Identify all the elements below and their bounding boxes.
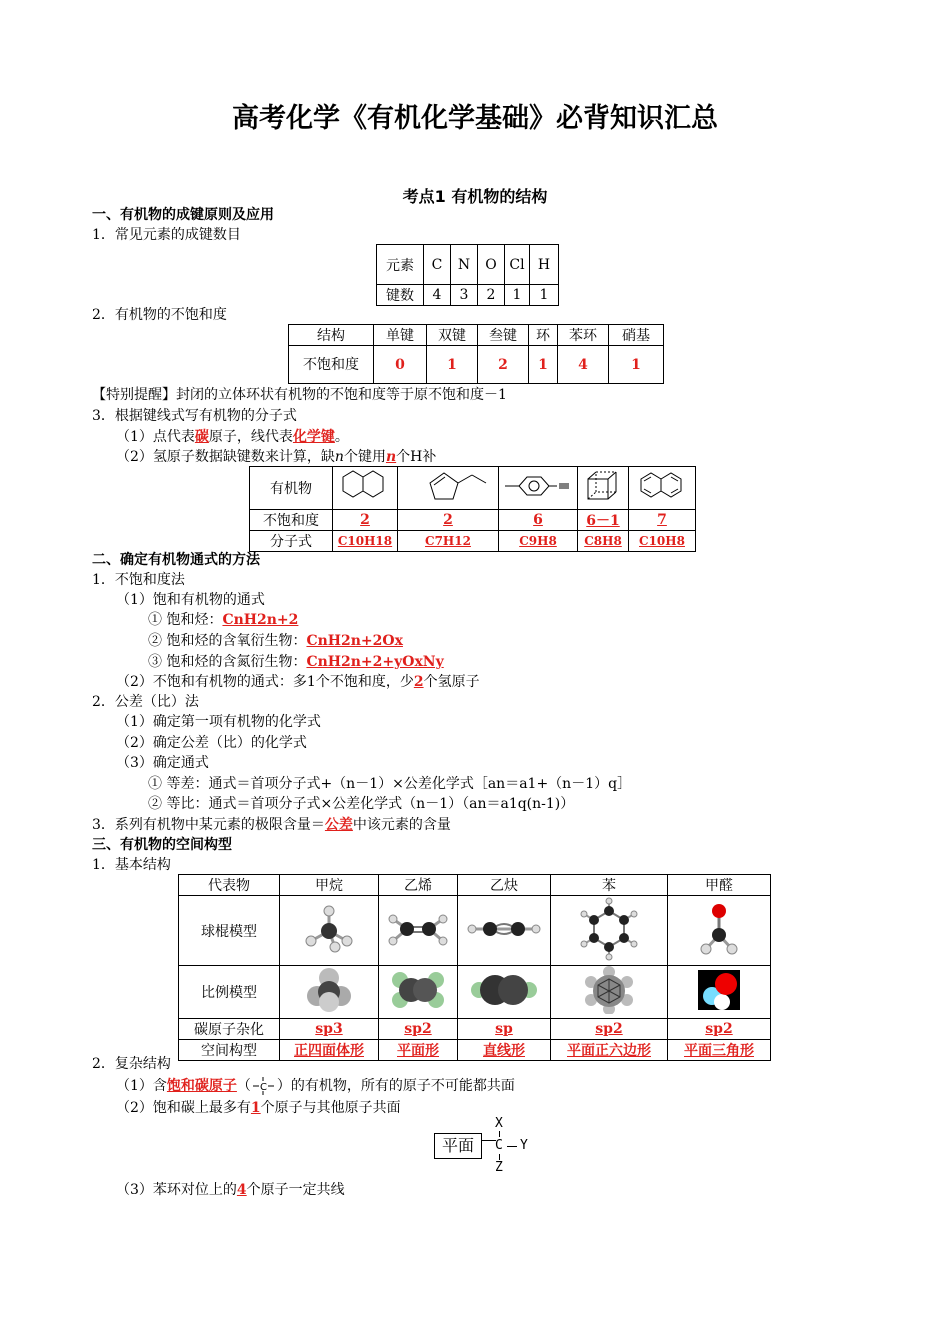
cell (458, 966, 551, 1019)
cell: 正四面体形 (280, 1040, 379, 1061)
cell: 不饱和度 (250, 510, 333, 531)
text: 个原子与其他原子共面 (260, 1100, 401, 1116)
item-2-1-1-b (148, 632, 403, 650)
methane-ball-stick-icon (299, 901, 359, 957)
cell: 叁键 (478, 325, 529, 346)
cell: 2 (478, 285, 505, 306)
cell: 环 (529, 325, 558, 346)
atom-z: Z (495, 1160, 503, 1175)
atom-x: X (495, 1116, 503, 1131)
text: 。 (334, 429, 349, 445)
cell: C8H8 (578, 531, 629, 552)
ethylene-space-filling-icon (388, 966, 448, 1014)
special-tip: 【特别提醒】封闭的立体环状有机物的不饱和度等于原不饱和度－1 (92, 387, 507, 403)
cell: C10H8 (629, 531, 696, 552)
cell: 平面三角形 (668, 1040, 771, 1061)
item-3-2-1 (116, 1077, 515, 1095)
item-1-3-2 (116, 448, 436, 466)
answer: 1 (250, 1100, 261, 1116)
cell (458, 896, 551, 966)
cell: 球棍模型 (179, 896, 280, 966)
cell: 直线形 (458, 1040, 551, 1061)
text: （2）饱和碳上最多有 (116, 1100, 251, 1116)
item-2-1: 1．不饱和度法 (92, 572, 185, 588)
cell: Cl (505, 245, 530, 285)
svg-text:C: C (259, 1082, 267, 1093)
text: 个原子一定共线 (246, 1182, 345, 1198)
cell (333, 467, 398, 510)
unsaturation-table (288, 324, 664, 384)
cell: 1 (505, 285, 530, 306)
cell (668, 896, 771, 966)
answer: 2 (413, 674, 424, 690)
cell: sp2 (379, 1019, 458, 1040)
answer: 饱和碳原子 (166, 1078, 237, 1094)
bond-line (499, 1131, 500, 1137)
cell: 甲醛 (668, 875, 771, 896)
cell (280, 896, 379, 966)
cell: C (424, 245, 451, 285)
answer: 4 (236, 1182, 247, 1198)
item-2-2-1: （1）确定第一项有机物的化学式 (116, 714, 321, 730)
cell (551, 966, 668, 1019)
item-1-3-1 (116, 428, 349, 446)
cell: 甲烷 (280, 875, 379, 896)
heading-3: 三、有机物的空间构型 (92, 837, 232, 853)
text: （2）不饱和有机物的通式：多1个不饱和度，少 (116, 674, 414, 690)
answer: 公差 (324, 817, 353, 833)
cell: 4 (558, 346, 609, 384)
ethynylbenzene-icon (501, 467, 575, 505)
cell: 1 (609, 346, 664, 384)
cell: 苯环 (558, 325, 609, 346)
methane-space-filling-icon (301, 966, 357, 1014)
formaldehyde-space-filling-icon (696, 968, 742, 1012)
plane-box: 平面 (434, 1133, 482, 1159)
text: （2）氢原子数据缺键数来计算，缺 (116, 449, 335, 465)
answer: CnH2n+2+yOxNy (306, 654, 444, 670)
heading-2: 二、确定有机物通式的方法 (92, 552, 260, 568)
cell: O (478, 245, 505, 285)
cell: sp2 (668, 1019, 771, 1040)
cell: C10H18 (333, 531, 398, 552)
text: 个氢原子 (423, 674, 480, 690)
answer: 碳 (194, 429, 209, 445)
text: 个键用 (343, 449, 386, 465)
item-3-2: 2．复杂结构 (92, 1056, 171, 1072)
answer: n (385, 449, 397, 465)
cell (668, 966, 771, 1019)
cell (499, 467, 578, 510)
text: （1）点代表 (116, 429, 195, 445)
item-2-1-1-a (148, 611, 298, 629)
text: 3．系列有机物中某元素的极限含量＝ (92, 817, 325, 833)
cell: 1 (530, 285, 559, 306)
answer: CnH2n+2Ox (306, 633, 403, 649)
item-2-2-2: （2）确定公差（比）的化学式 (116, 735, 307, 751)
cell: 单键 (374, 325, 427, 346)
cell: 0 (374, 346, 427, 384)
cell: 有机物 (250, 467, 333, 510)
text: 个H补 (396, 449, 437, 465)
text: 中该元素的含量 (352, 817, 451, 833)
text: （3）苯环对位上的 (116, 1182, 237, 1198)
item-1-1: 1．常见元素的成键数目 (92, 227, 241, 243)
cell: 比例模型 (179, 966, 280, 1019)
cell: 分子式 (250, 531, 333, 552)
bond-line (482, 1140, 496, 1141)
cell: 4 (424, 285, 451, 306)
benzene-space-filling-icon (581, 966, 637, 1014)
cell: 双键 (427, 325, 478, 346)
item-2-2-3: （3）确定通式 (116, 755, 209, 771)
cell: 空间构型 (179, 1040, 280, 1061)
cell: 平面正六边形 (551, 1040, 668, 1061)
cell: 1 (529, 346, 558, 384)
acetylene-ball-stick-icon (462, 901, 546, 957)
cell: N (451, 245, 478, 285)
cell: 1 (427, 346, 478, 384)
ethylene-ball-stick-icon (383, 901, 453, 957)
cell: sp (458, 1019, 551, 1040)
cell: 乙烯 (379, 875, 458, 896)
atom-y: Y (520, 1138, 528, 1153)
item-3-2-3 (116, 1181, 345, 1199)
cell (578, 467, 629, 510)
cell: 7 (629, 510, 696, 531)
page-title: 高考化学《有机化学基础》必背知识汇总 (232, 103, 718, 134)
item-3-1: 1．基本结构 (92, 857, 171, 873)
item-2-1-2 (116, 673, 480, 691)
cyclopentene-icon (400, 467, 496, 505)
item-2-3 (92, 816, 451, 834)
skeletal-formula-table (249, 466, 696, 552)
naphthalene-icon (631, 467, 693, 505)
formaldehyde-ball-stick-icon (694, 899, 744, 959)
text: 原子，线代表 (208, 429, 293, 445)
heading-1: 一、有机物的成键原则及应用 (92, 207, 274, 223)
item-2-2: 2．公差（比）法 (92, 694, 199, 710)
answer: 化学键 (292, 429, 335, 445)
answer: CnH2n+2 (222, 612, 299, 628)
cell: H (530, 245, 559, 285)
item-2-2-3-a: ① 等差：通式＝首项分子式+（n－1）×公差化学式［an＝a1+（n－1）q］ (148, 776, 632, 792)
text: ③ 饱和烃的含氮衍生物： (148, 654, 307, 670)
acetylene-space-filling-icon (469, 966, 539, 1014)
coplanar-diagram (434, 1116, 544, 1178)
cell: 6－1 (578, 510, 629, 531)
cell: 2 (333, 510, 398, 531)
cell: 不饱和度 (289, 346, 374, 384)
cell: 键数 (377, 285, 424, 306)
cell: C7H12 (398, 531, 499, 552)
cubane-icon (580, 467, 626, 505)
cell: C9H8 (499, 531, 578, 552)
text: ② 饱和烃的含氧衍生物： (148, 633, 307, 649)
item-2-1-1-c (148, 653, 444, 671)
cell: 苯 (551, 875, 668, 896)
item-1-2: 2．有机物的不饱和度 (92, 307, 227, 323)
cell: 元素 (377, 245, 424, 285)
text: （ (236, 1078, 251, 1094)
cell (629, 467, 696, 510)
cell: 结构 (289, 325, 374, 346)
cell: 代表物 (179, 875, 280, 896)
item-1-3: 3．根据键线式写有机物的分子式 (92, 408, 297, 424)
cell: 碳原子杂化 (179, 1019, 280, 1040)
item-3-2-2 (116, 1099, 401, 1117)
cell (379, 896, 458, 966)
cell: sp3 (280, 1019, 379, 1040)
text: ）的有机物，所有的原子不可能都共面 (276, 1078, 515, 1094)
item-2-2-3-b: ② 等比：通式＝首项分子式×公差化学式（n－1）（an＝a1q(n-1)） (148, 796, 575, 812)
decalin-icon (335, 467, 395, 505)
cell: 2 (398, 510, 499, 531)
item-2-1-1: （1）饱和有机物的通式 (116, 592, 265, 608)
spatial-structure-table (178, 874, 771, 1061)
cell (551, 896, 668, 966)
cell: 硝基 (609, 325, 664, 346)
cell: 6 (499, 510, 578, 531)
text: n (334, 449, 344, 465)
bond-count-table (376, 244, 559, 306)
text: ① 饱和烃： (148, 612, 223, 628)
cell (280, 966, 379, 1019)
cell: 3 (451, 285, 478, 306)
atom-c: C (495, 1138, 503, 1153)
cell: 乙炔 (458, 875, 551, 896)
cell (398, 467, 499, 510)
cell: sp2 (551, 1019, 668, 1040)
section-title: 考点1 有机物的结构 (402, 187, 548, 206)
cell (379, 966, 458, 1019)
cell: 平面形 (379, 1040, 458, 1061)
benzene-ball-stick-icon (574, 897, 644, 961)
saturated-carbon-icon (251, 1077, 277, 1095)
bond-line (507, 1146, 517, 1147)
text: （1）含 (116, 1078, 167, 1094)
cell: 2 (478, 346, 529, 384)
